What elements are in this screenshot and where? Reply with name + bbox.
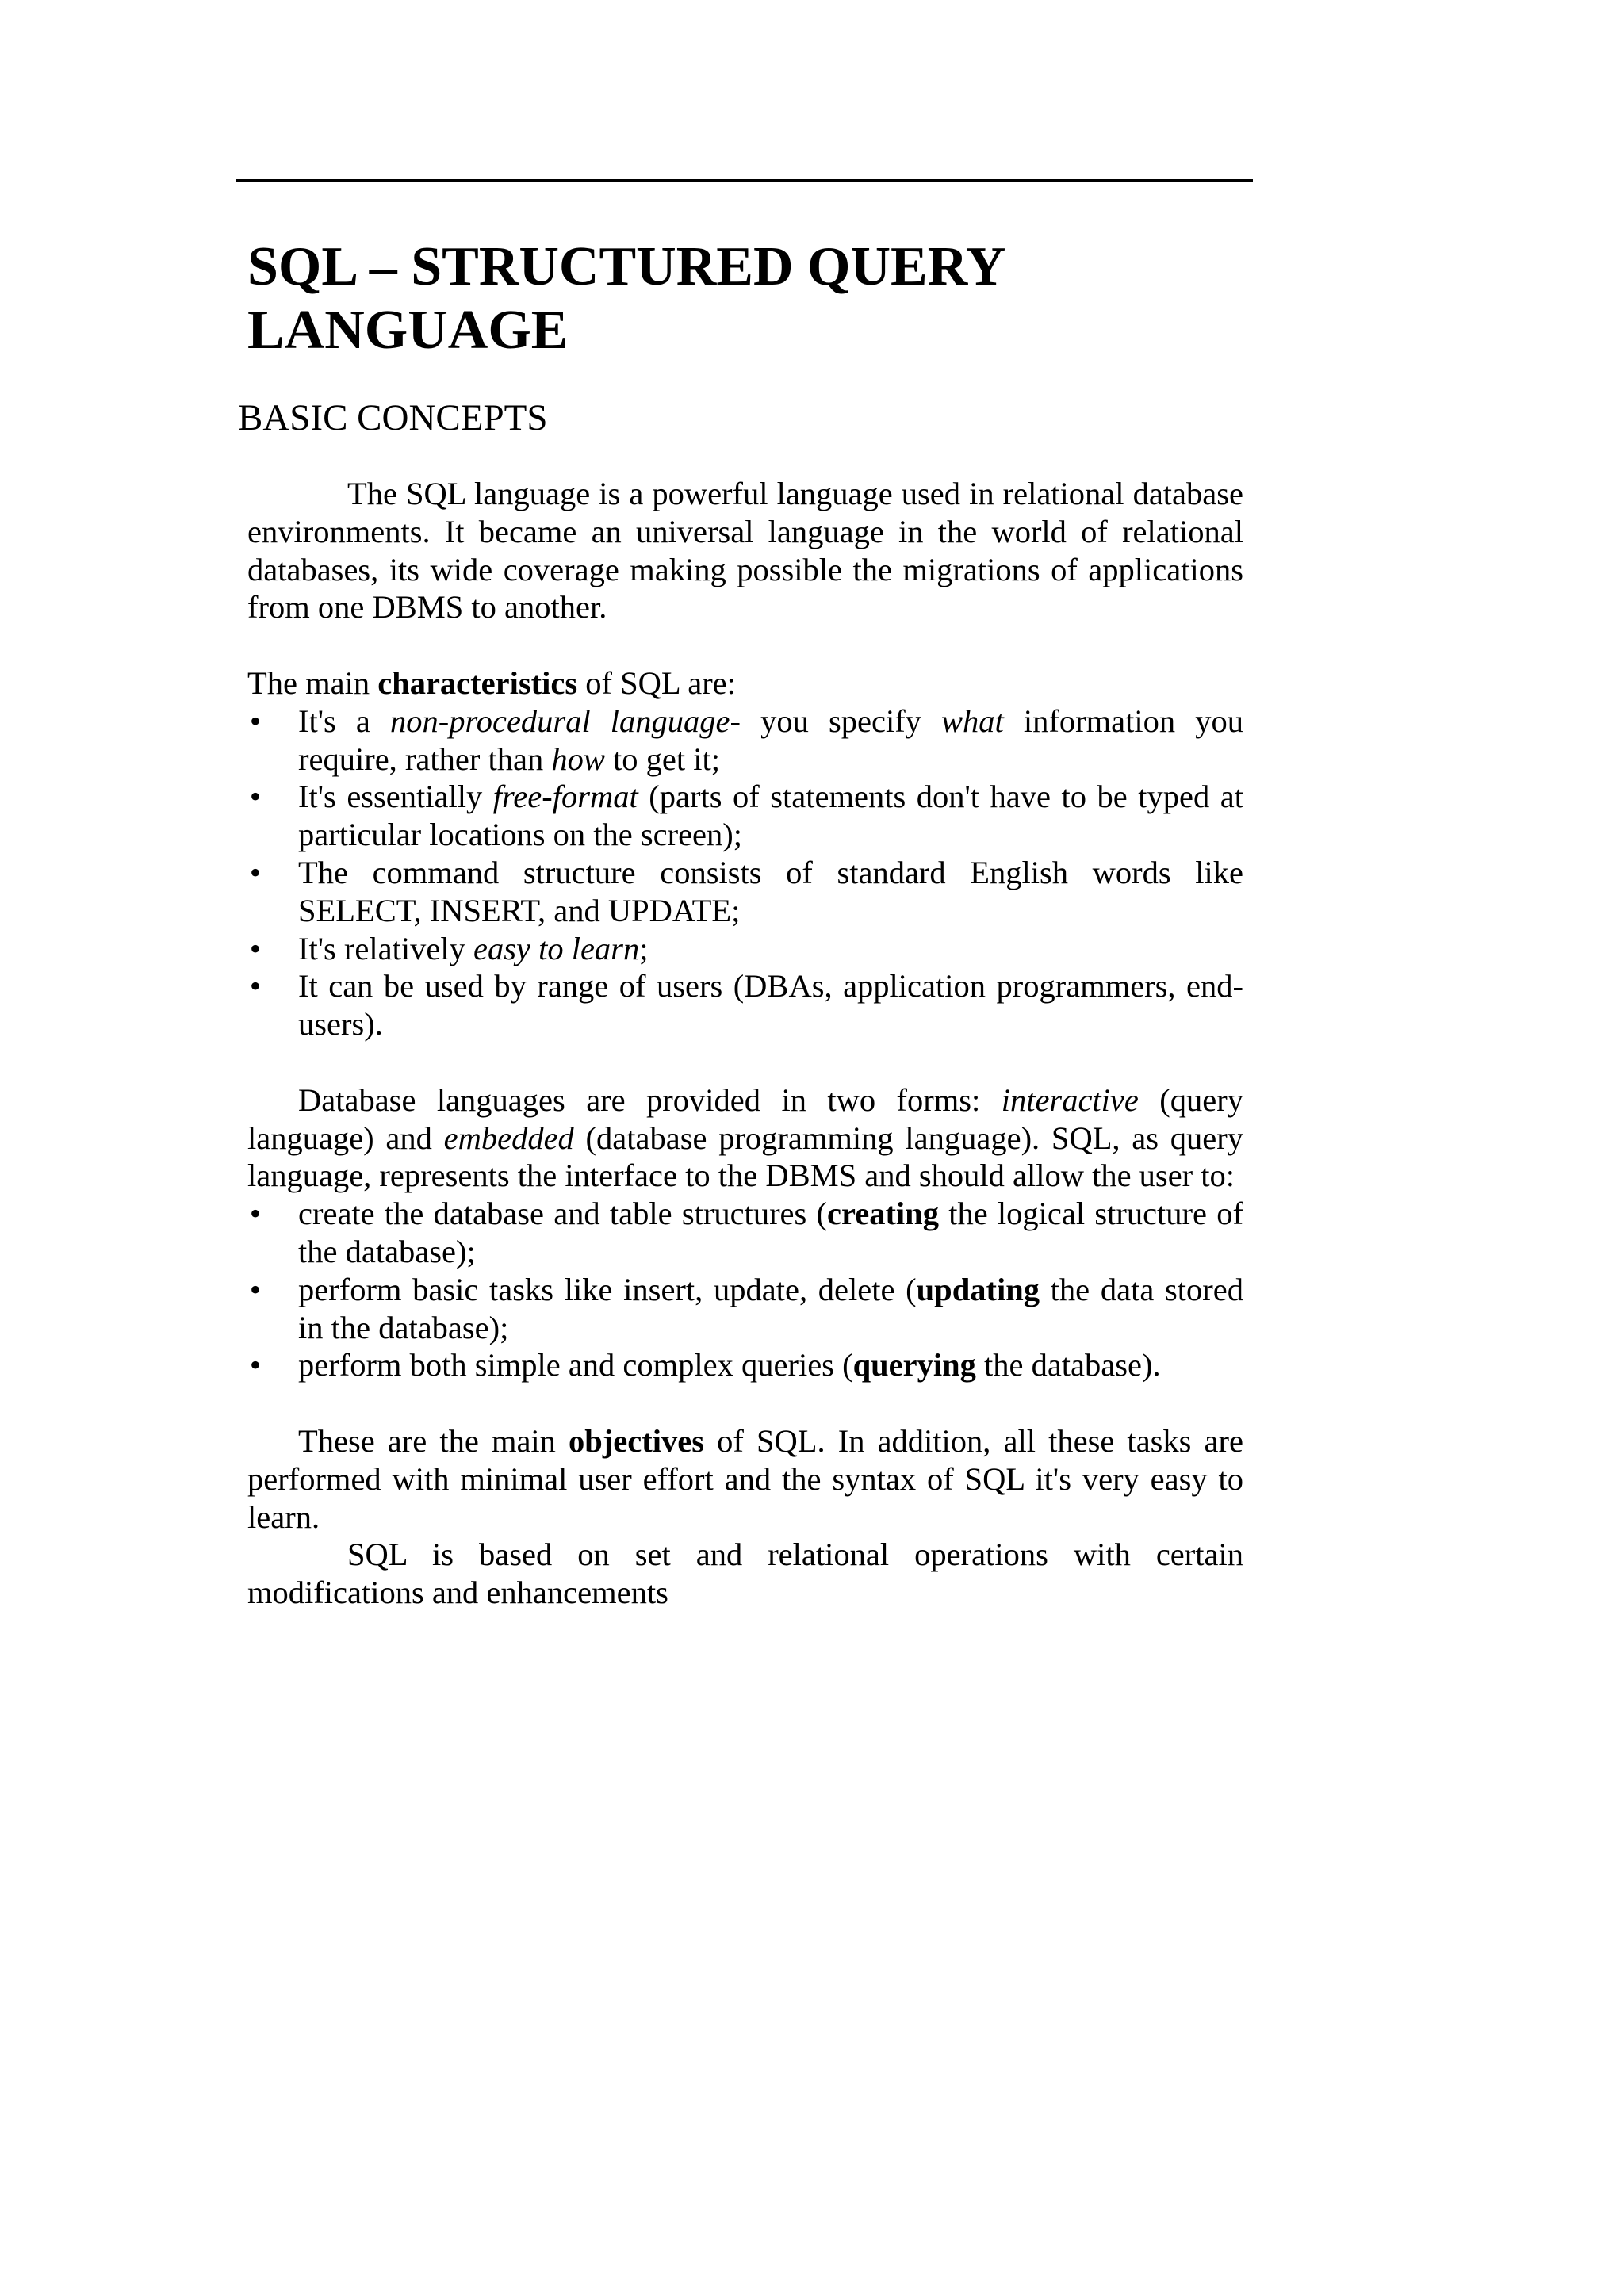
item-text: (parts of statements don't have to be typed at particular locations on the screen); xyxy=(298,779,1243,853)
item-emphasis: what xyxy=(941,702,1004,739)
item-text: It's essentially xyxy=(298,779,493,815)
bullet-icon: • xyxy=(249,1347,262,1383)
item-text: It's a xyxy=(298,702,390,739)
paragraph-text: (query language) and xyxy=(247,1081,1244,1156)
item-text: to get it; xyxy=(604,740,720,777)
operations-paragraph: SQL is based on set and relational operations with certain modifications and enhancements xyxy=(247,1536,1243,1611)
item-text: The command structure consists of standard English words like SELECT, INSERT, and UPDATE; xyxy=(298,854,1243,928)
term-interactive: interactive xyxy=(1001,1081,1139,1118)
item-emphasis: easy to learn xyxy=(473,930,640,966)
paragraph-text: of SQL. In addition, all these tasks are performed with minimal user effort and the syntax of SQL it's very easy to learn. xyxy=(247,1422,1243,1535)
characteristics-term: characteristics xyxy=(377,664,578,701)
paragraph-text: (database programming language). SQL, as query language, represents the interface to the DBMS and should allow the user to: xyxy=(247,1119,1243,1194)
item-text: the database). xyxy=(975,1347,1161,1383)
list-item xyxy=(247,1195,1243,1271)
bullet-icon: • xyxy=(249,854,262,890)
objectives-term: objectives xyxy=(569,1422,704,1459)
characteristics-intro xyxy=(247,664,1243,702)
list-item xyxy=(247,854,1243,930)
characteristics-intro-start: The main xyxy=(247,664,378,701)
item-emphasis: how xyxy=(551,740,605,777)
paragraph-text: These are the main xyxy=(298,1422,569,1459)
chapter-title xyxy=(247,235,1254,362)
list-item xyxy=(247,967,1243,1043)
item-keyword: updating xyxy=(916,1271,1040,1307)
item-text: create the database and table structures ( xyxy=(298,1196,827,1232)
paragraph-text: Database languages are provided in two forms: xyxy=(298,1081,1002,1118)
item-keyword: querying xyxy=(852,1347,976,1383)
bullet-icon: • xyxy=(249,1196,262,1232)
bullet-icon: • xyxy=(249,1271,262,1307)
list-item xyxy=(247,1346,1243,1384)
term-embedded: embedded xyxy=(443,1119,574,1156)
item-text: It's relatively xyxy=(298,930,473,966)
section-heading: BASIC CONCEPTS xyxy=(238,397,548,438)
bullet-icon: • xyxy=(249,702,262,739)
list-item xyxy=(247,778,1243,854)
item-text: perform both simple and complex queries ( xyxy=(298,1347,853,1383)
item-text: ; xyxy=(639,930,649,966)
item-text: the data stored in the database); xyxy=(298,1271,1243,1345)
bullet-icon: • xyxy=(249,779,262,815)
characteristics-intro-end: of SQL are: xyxy=(577,664,736,701)
body-text xyxy=(247,475,1243,1612)
item-keyword: creating xyxy=(827,1196,939,1232)
item-text: the logical structure of the database); xyxy=(298,1196,1243,1269)
user-tasks-list xyxy=(247,1195,1243,1384)
item-emphasis: free-format xyxy=(492,779,638,815)
item-text: perform basic tasks like insert, update, delete ( xyxy=(298,1271,917,1307)
item-text: - you specify xyxy=(730,702,942,739)
item-text: information you require, rather than xyxy=(298,702,1243,777)
list-item xyxy=(247,930,1243,968)
languages-paragraph xyxy=(247,1081,1243,1195)
list-item xyxy=(247,702,1243,779)
list-item xyxy=(247,1271,1243,1347)
bullet-icon: • xyxy=(249,968,262,1004)
top-rule xyxy=(236,179,1253,182)
intro-paragraph: The SQL language is a powerful language used in relational database environments. It became an universal language in the world of relational databases, its wide coverage making possible the migrations of applications from one DBMS to another. xyxy=(247,476,1243,626)
item-emphasis: non-procedural language xyxy=(389,702,730,739)
chapter-title-line-2: LANGUAGE xyxy=(247,300,569,361)
chapter-title-line-1: SQL – STRUCTURED QUERY xyxy=(247,236,1006,297)
bullet-icon: • xyxy=(249,930,262,966)
objectives-paragraph xyxy=(247,1422,1243,1536)
characteristics-list xyxy=(247,702,1243,1043)
item-text: It can be used by range of users (DBAs, application programmers, end-users). xyxy=(298,968,1243,1043)
